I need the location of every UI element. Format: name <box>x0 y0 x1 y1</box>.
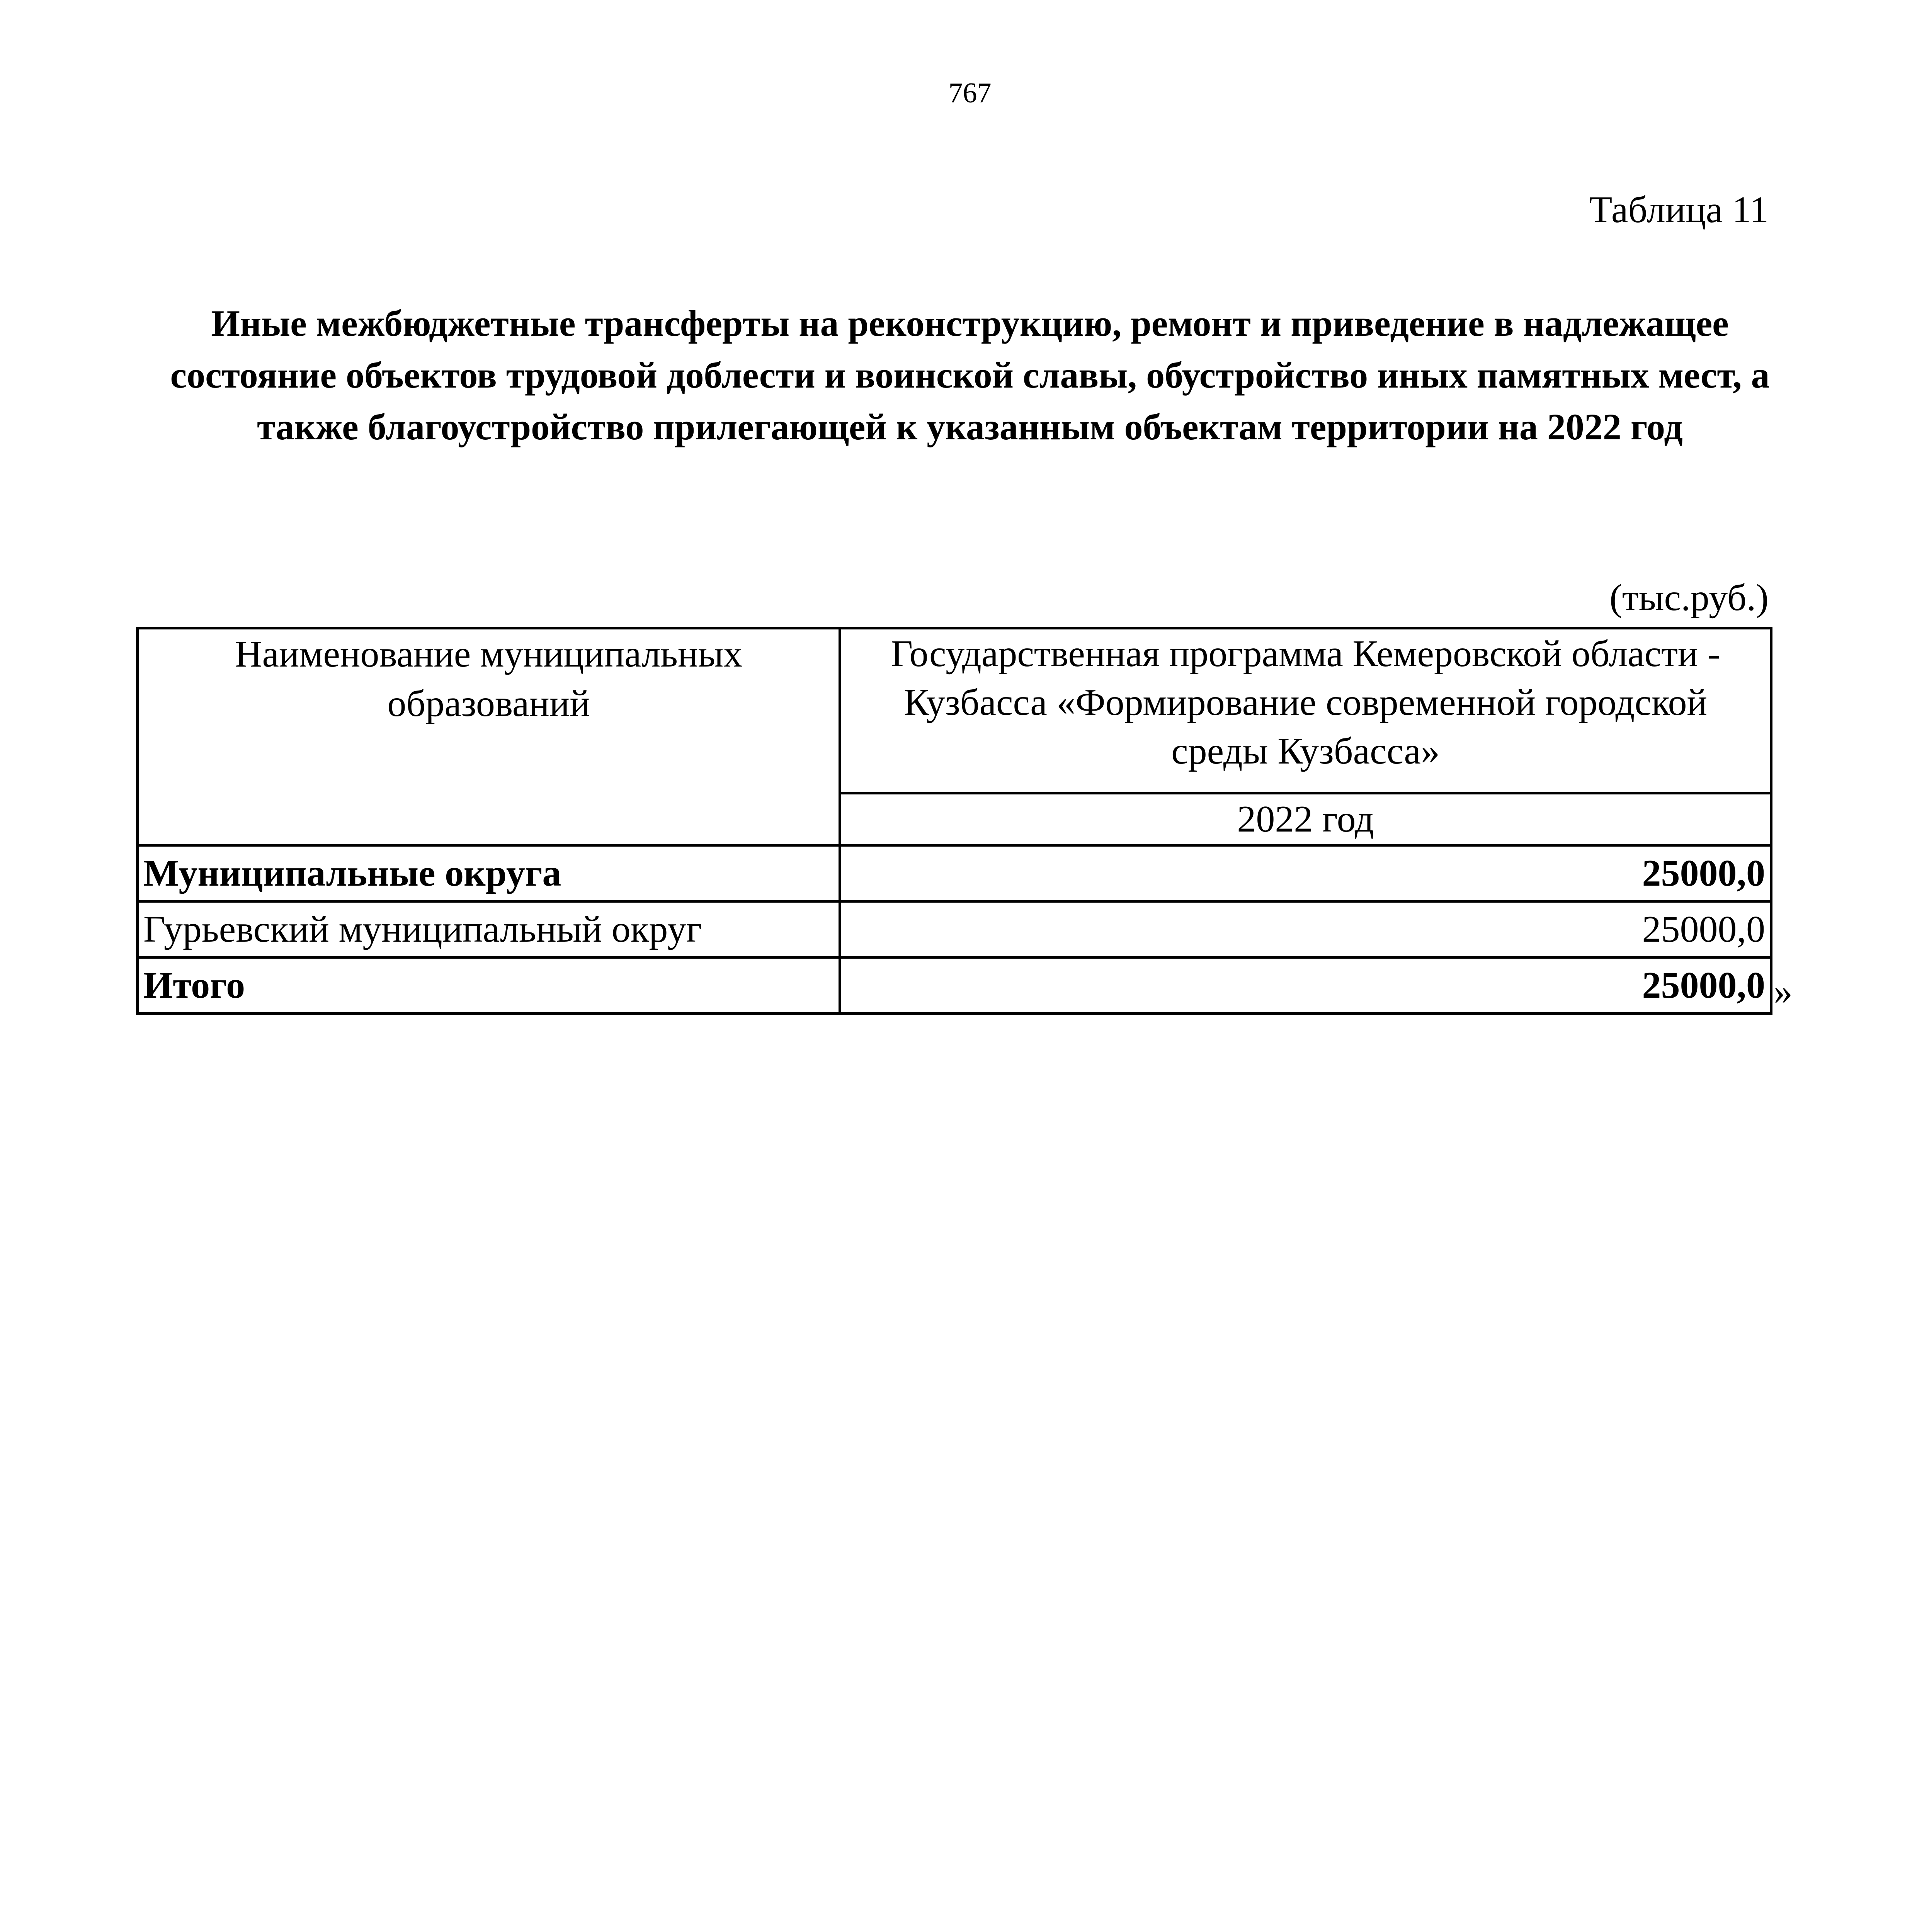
row-value: 25000,0 <box>840 957 1771 1014</box>
table-label: Таблица 11 <box>1589 189 1769 231</box>
document-title: Иные межбюджетные трансферты на реконструкцию, ремонт и приведение в надлежащее состояние объектов трудовой доблести и воинской славы, обустройство иных памятных мест, а также благоустройство прилегающей к указанным объектам территории на 2022 год <box>170 303 1770 447</box>
unit-note: (тыс.руб.) <box>1609 577 1769 619</box>
closing-quote: » <box>1774 971 1793 1012</box>
header-program-line-1: Государственная программа Кемеровской области - <box>891 633 1720 675</box>
table-header-row <box>138 628 1771 793</box>
row-value: 25000,0 <box>840 901 1771 957</box>
header-year: 2022 год <box>840 793 1771 845</box>
row-name: Гурьевский муниципальный округ <box>138 901 840 957</box>
header-program <box>840 628 1771 793</box>
header-program-line-2: Кузбасса «Формирование современной городской <box>903 682 1707 723</box>
table-row <box>138 845 1771 901</box>
row-name: Муниципальные округа <box>138 845 840 901</box>
page-number: 767 <box>948 77 992 109</box>
row-value: 25000,0 <box>840 845 1771 901</box>
table-row <box>138 957 1771 1014</box>
row-name: Итого <box>138 957 840 1014</box>
header-name-column: Наименование муниципальных образований <box>138 628 840 845</box>
transfers-table <box>136 627 1772 1015</box>
table-row <box>138 901 1771 957</box>
header-program-line-3: среды Кузбасса» <box>1171 730 1440 772</box>
